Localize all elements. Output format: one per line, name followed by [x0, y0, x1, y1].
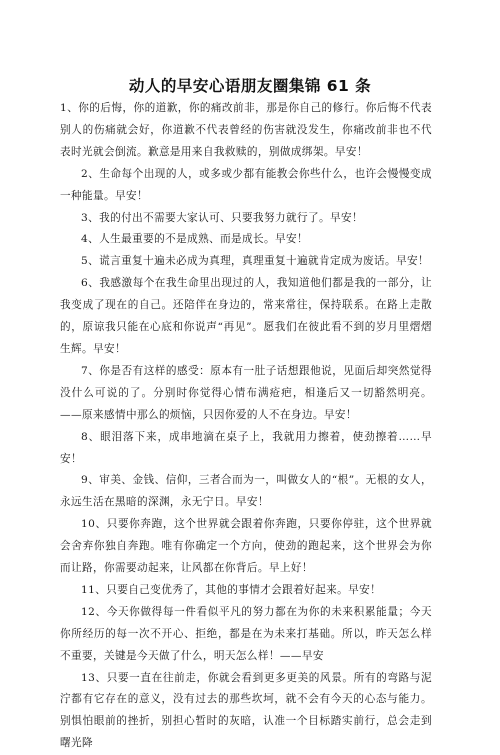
paragraph-6: 6、我感激每个在我生命里出现过的人，我知道他们都是我的一部分，让我变成了现在的自己。还陪伴在身边的，常来常往，保持联系。在路上走散的，原谅我只能在心底和你说声“再见”。愿我们在彼此看不到的岁月里熠熠生辉。早安！	[60, 277, 432, 355]
paragraph-7: 7、你是否有这样的感受：原本有一肚子话想跟他说，见面后却突然觉得没什么可说的了。分别时你觉得心情布满疮疤，相逢后又一切豁然明亮。——原来感情中那么的烦恼，只因你爱的人不在身边。早安！	[60, 364, 432, 421]
paragraph-3: 3、我的付出不需要大家认可、只要我努力就行了。早安！	[81, 211, 363, 224]
paragraph-10: 10、只要你奔跑，这个世界就会跟着你奔跑，只要你停驻，这个世界就会舍弃你独自奔跑。唯有你确定一个方向，使劲的跑起来，这个世界会为你而让路，你需要动起来，让风都在你背后。早上好！	[60, 518, 432, 575]
document-title: 动人的早安心语朋友圈集锦 61 条	[128, 77, 372, 95]
paragraph-8: 8、眼泪落下来，成串地滴在桌子上，我就用力擦着，使劲擦着……早安！	[60, 430, 432, 465]
paragraph-1: 1、你的后悔，你的道歉，你的痛改前非，那是你自己的修行。你后悔不代表别人的伤痛就会好，你道歉不代表曾经的伤害就没发生，你痛改前非也不代表时光就会倒流。歉意是用来自我救赎的，别做成绑架。早安！	[60, 102, 432, 158]
paragraph-4: 4、人生最重要的不是成熟、而是成长。早安！	[81, 233, 309, 246]
document-body	[60, 98, 432, 755]
paragraph-9: 9、审美、金钱、信仰，三者合而为一，叫做女人的“根”。无根的女人，永远生活在黑暗的深渊，永无宁日。早安！	[60, 474, 432, 509]
paragraph-2: 2、生命每个出现的人，或多或少都有能教会你些什么，也许会慢慢变成一种能量。早安！	[60, 167, 432, 202]
paragraph-12: 12、今天你做得每一件看似平凡的努力都在为你的未来积累能量；今天你所经历的每一次不开心、拒绝，都是在为未来打基础。所以，昨天怎么样不重要，关键是今天做了什么，明天怎么样！——早安	[60, 605, 432, 662]
paragraph-11: 11、只要自己变优秀了，其他的事情才会跟着好起来。早安！	[81, 583, 382, 596]
paragraph-13: 13、只要一直在往前走，你就会看到更多更美的风景。所有的弯路与泥泞都有它存在的意义，没有过去的那些坎坷，就不会有今天的心态与能力。别惧怕眼前的挫折，别担心暂时的灰暗，认准一个目标踏实前行，总会走到曙光降	[60, 671, 432, 750]
paragraph-5: 5、谎言重复十遍未必成为真理，真理重复十遍就肯定成为废话。早安！	[81, 255, 429, 268]
